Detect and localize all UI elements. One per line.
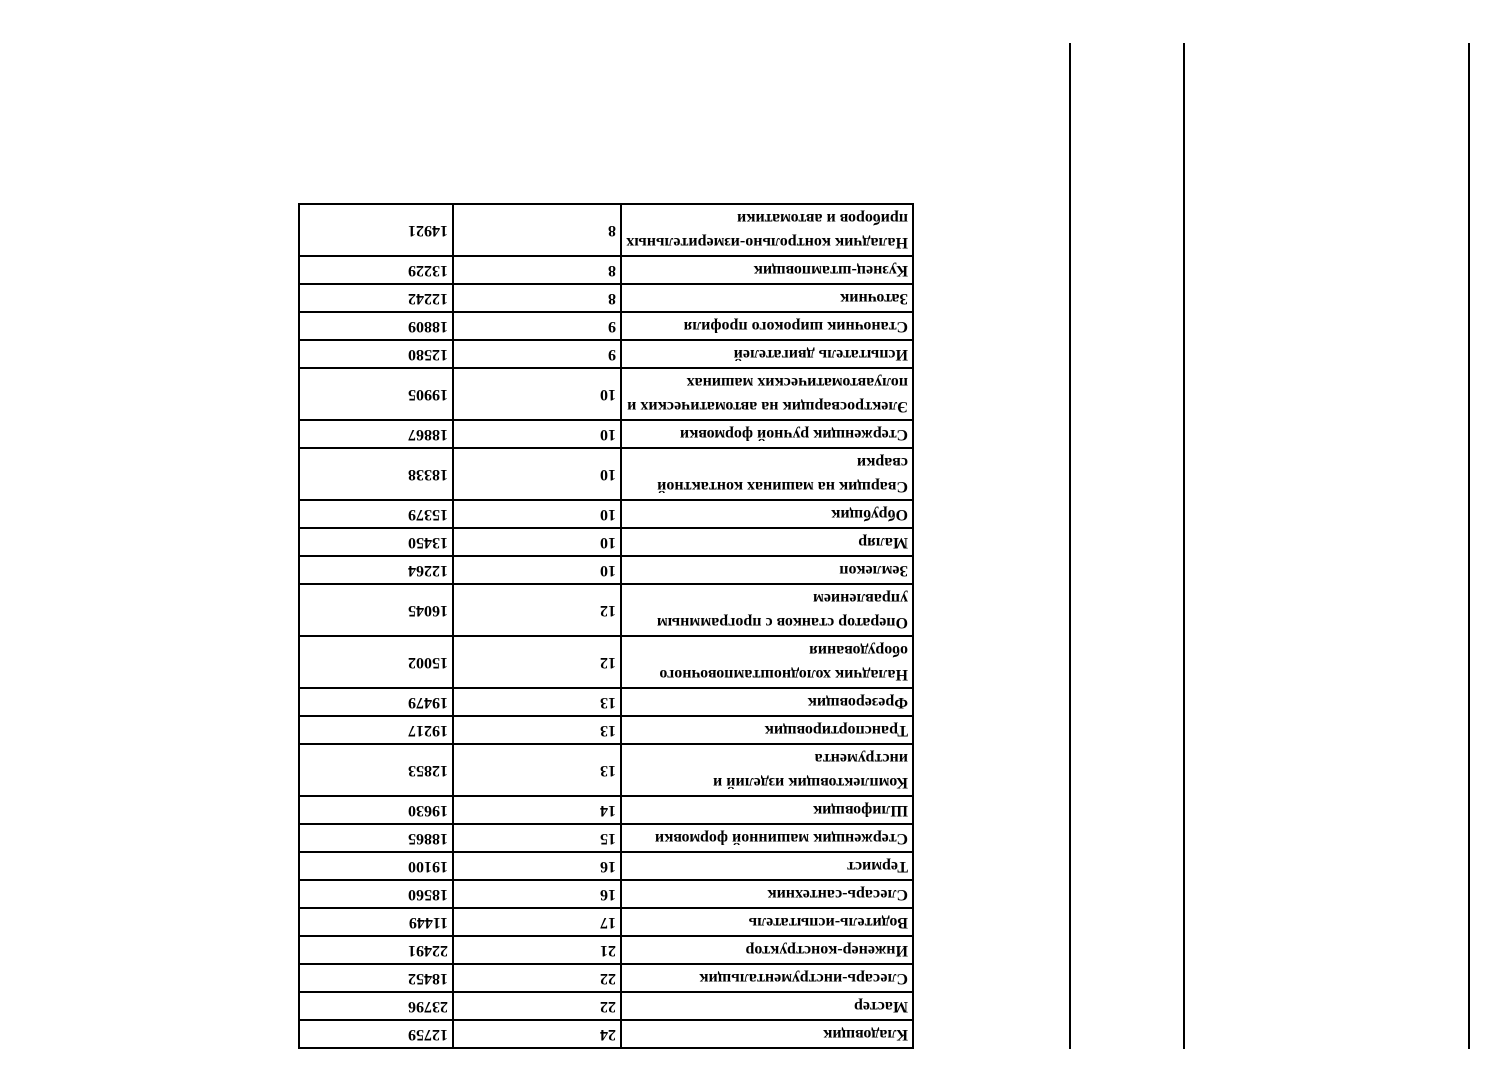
- profession-code-cell: 11449: [299, 908, 453, 936]
- profession-code-cell: 23796: [299, 992, 453, 1020]
- professions-table-body: [299, 204, 913, 1048]
- table-row: [299, 556, 913, 584]
- worker-count-cell: 22: [453, 964, 621, 992]
- profession-name-cell: Инженер-конструктор: [621, 936, 913, 964]
- worker-count-cell: 10: [453, 500, 621, 528]
- profession-name-cell: Термист: [621, 852, 913, 880]
- profession-name-cell: Слесарь-инструментальщик: [621, 964, 913, 992]
- worker-count-cell: 13: [453, 716, 621, 744]
- table-row: [299, 852, 913, 880]
- column-rule: [1183, 43, 1185, 1049]
- profession-name-cell: Фрезеровщик: [621, 688, 913, 716]
- worker-count-cell: 10: [453, 368, 621, 420]
- table-row: [299, 688, 913, 716]
- profession-name-cell: Стерженщик ручной формовки: [621, 420, 913, 448]
- worker-count-cell: 16: [453, 880, 621, 908]
- worker-count-cell: 16: [453, 852, 621, 880]
- profession-code-cell: 13229: [299, 256, 453, 284]
- worker-count-cell: 21: [453, 936, 621, 964]
- profession-name-cell: Наладчик холодноштамповочного оборудования: [621, 636, 913, 688]
- profession-code-cell: 18338: [299, 448, 453, 500]
- profession-name-cell: Водитель-испытатель: [621, 908, 913, 936]
- table-row: [299, 420, 913, 448]
- table-row: [299, 584, 913, 636]
- profession-code-cell: 18809: [299, 312, 453, 340]
- table-row: [299, 716, 913, 744]
- table-row: [299, 1020, 913, 1048]
- profession-name-cell: Мастер: [621, 992, 913, 1020]
- worker-count-cell: 24: [453, 1020, 621, 1048]
- profession-code-cell: 12759: [299, 1020, 453, 1048]
- profession-code-cell: 18560: [299, 880, 453, 908]
- table-row: [299, 908, 913, 936]
- profession-code-cell: 13450: [299, 528, 453, 556]
- worker-count-cell: 8: [453, 284, 621, 312]
- profession-name-cell: Электросварщик на автоматических и полуавтоматических машинах: [621, 368, 913, 420]
- profession-code-cell: 14921: [299, 204, 453, 256]
- table-row: [299, 368, 913, 420]
- profession-name-cell: Шлифовщик: [621, 796, 913, 824]
- worker-count-cell: 12: [453, 636, 621, 688]
- profession-name-cell: Заточник: [621, 284, 913, 312]
- table-row: [299, 340, 913, 368]
- profession-code-cell: 18867: [299, 420, 453, 448]
- profession-code-cell: 12853: [299, 744, 453, 796]
- professions-table: [298, 203, 914, 1049]
- column-rule: [1468, 43, 1470, 1049]
- worker-count-cell: 9: [453, 340, 621, 368]
- worker-count-cell: 22: [453, 992, 621, 1020]
- profession-name-cell: Обрубщик: [621, 500, 913, 528]
- profession-name-cell: Маляр: [621, 528, 913, 556]
- table-row: [299, 992, 913, 1020]
- profession-code-cell: 19479: [299, 688, 453, 716]
- worker-count-cell: 10: [453, 448, 621, 500]
- profession-name-cell: Кузнец-штамповщик: [621, 256, 913, 284]
- worker-count-cell: 12: [453, 584, 621, 636]
- table-row: [299, 964, 913, 992]
- table-row: [299, 284, 913, 312]
- profession-name-cell: Испытатель двигателей: [621, 340, 913, 368]
- table-row: [299, 936, 913, 964]
- worker-count-cell: 13: [453, 744, 621, 796]
- profession-name-cell: Станочник широкого профиля: [621, 312, 913, 340]
- table-row: [299, 448, 913, 500]
- profession-name-cell: Сварщик на машинах контактной сварки: [621, 448, 913, 500]
- profession-code-cell: 12580: [299, 340, 453, 368]
- worker-count-cell: 9: [453, 312, 621, 340]
- table-row: [299, 528, 913, 556]
- profession-name-cell: Землекоп: [621, 556, 913, 584]
- table-row: [299, 204, 913, 256]
- worker-count-cell: 13: [453, 688, 621, 716]
- profession-name-cell: Слесарь-сантехник: [621, 880, 913, 908]
- profession-name-cell: Кладовщик: [621, 1020, 913, 1048]
- profession-name-cell: Стерженщик машинной формовки: [621, 824, 913, 852]
- table-row: [299, 796, 913, 824]
- worker-count-cell: 8: [453, 256, 621, 284]
- profession-code-cell: 19630: [299, 796, 453, 824]
- profession-code-cell: 22491: [299, 936, 453, 964]
- worker-count-cell: 10: [453, 556, 621, 584]
- profession-code-cell: 18865: [299, 824, 453, 852]
- profession-code-cell: 19905: [299, 368, 453, 420]
- column-rule: [1069, 43, 1071, 1049]
- profession-name-cell: Наладчик контрольно-измерительных приборов и автоматики: [621, 204, 913, 256]
- worker-count-cell: 10: [453, 528, 621, 556]
- profession-code-cell: 12242: [299, 284, 453, 312]
- worker-count-cell: 10: [453, 420, 621, 448]
- worker-count-cell: 14: [453, 796, 621, 824]
- worker-count-cell: 17: [453, 908, 621, 936]
- table-row: [299, 312, 913, 340]
- table-row: [299, 500, 913, 528]
- profession-name-cell: Оператор станков с программным управлением: [621, 584, 913, 636]
- table-row: [299, 880, 913, 908]
- table-row: [299, 744, 913, 796]
- profession-code-cell: 15379: [299, 500, 453, 528]
- profession-code-cell: 19217: [299, 716, 453, 744]
- worker-count-cell: 15: [453, 824, 621, 852]
- table-row: [299, 256, 913, 284]
- profession-code-cell: 15002: [299, 636, 453, 688]
- table-row: [299, 636, 913, 688]
- table-row: [299, 824, 913, 852]
- profession-name-cell: Транспортировщик: [621, 716, 913, 744]
- profession-code-cell: 16045: [299, 584, 453, 636]
- worker-count-cell: 8: [453, 204, 621, 256]
- profession-code-cell: 19100: [299, 852, 453, 880]
- profession-name-cell: Комплектовщик изделий и инструмента: [621, 744, 913, 796]
- profession-code-cell: 12264: [299, 556, 453, 584]
- profession-code-cell: 18452: [299, 964, 453, 992]
